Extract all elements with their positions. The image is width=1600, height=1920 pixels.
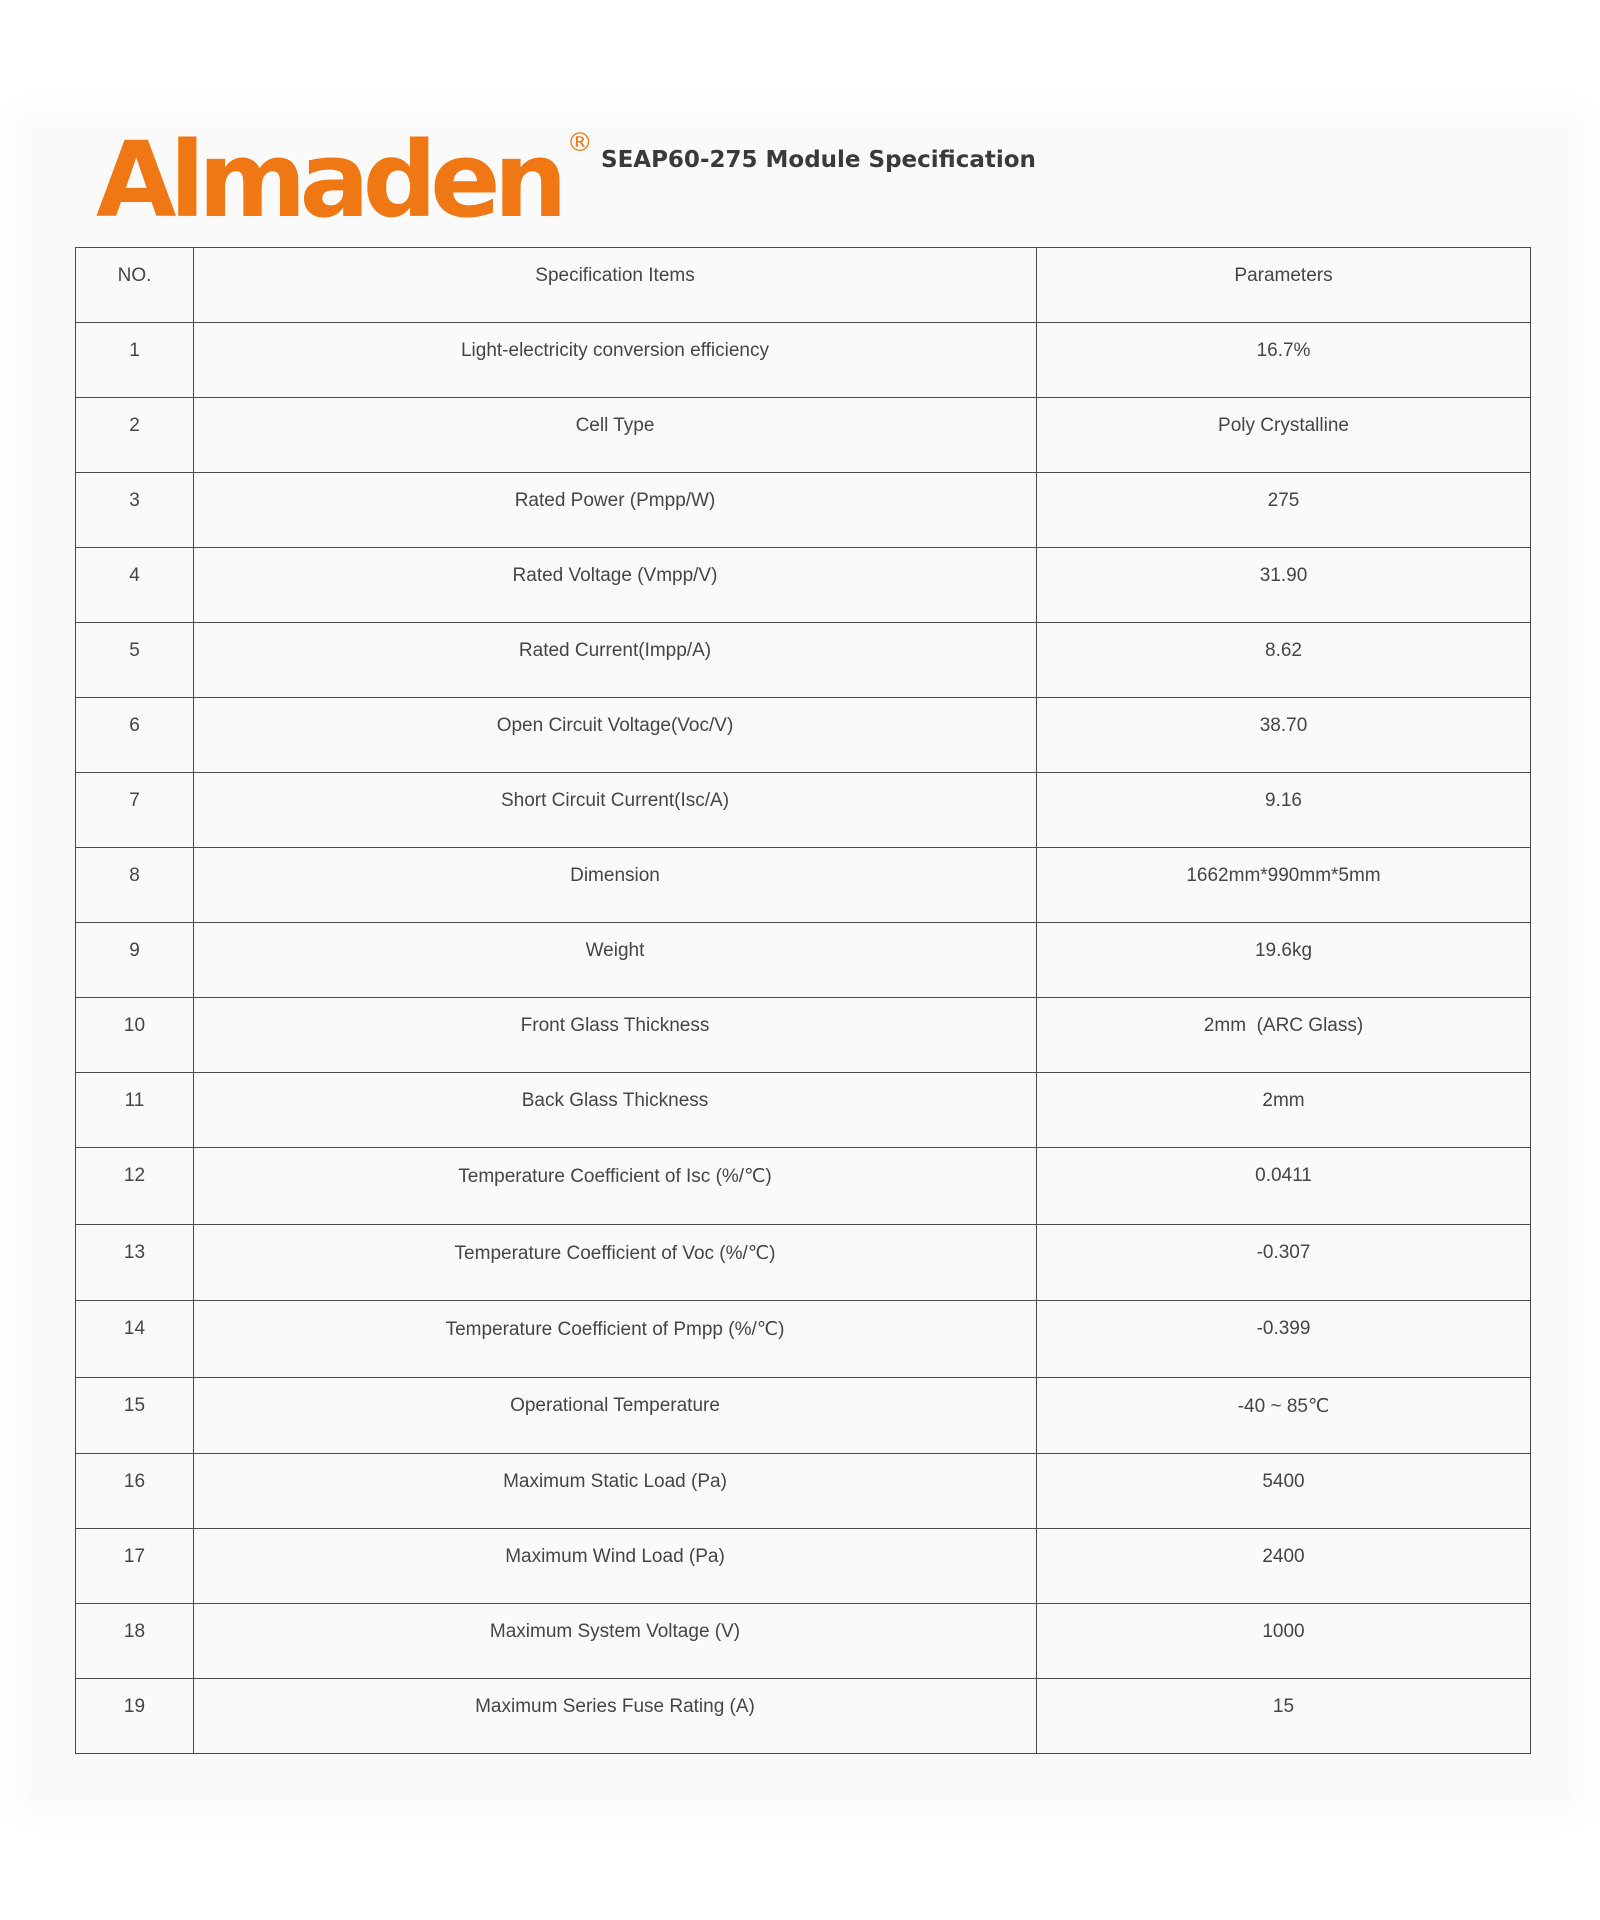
row-param: 2400: [1037, 1529, 1531, 1604]
row-param: 16.7%: [1037, 323, 1531, 398]
row-item: Operational Temperature: [194, 1377, 1037, 1454]
brand-logo: [96, 119, 593, 241]
row-no: 17: [76, 1529, 194, 1604]
row-no: 3: [76, 473, 194, 548]
row-item: Rated Power (Pmpp/W): [194, 473, 1037, 548]
row-param: -0.399: [1037, 1301, 1531, 1378]
row-param: 2mm: [1037, 1073, 1531, 1148]
row-item: Temperature Coefficient of Voc (%/℃): [194, 1224, 1037, 1301]
row-param: 2mm (ARC Glass): [1037, 998, 1531, 1073]
row-item: Maximum Static Load (Pa): [194, 1454, 1037, 1529]
row-param: 15: [1037, 1679, 1531, 1754]
row-item: Maximum Series Fuse Rating (A): [194, 1679, 1037, 1754]
table-row: [76, 398, 1531, 473]
table-row: [76, 1301, 1531, 1378]
row-no: 8: [76, 848, 194, 923]
row-item: Short Circuit Current(Isc/A): [194, 773, 1037, 848]
row-no: 6: [76, 698, 194, 773]
table-row: [76, 998, 1531, 1073]
table-row: [76, 698, 1531, 773]
row-no: 15: [76, 1377, 194, 1454]
column-header-param: Parameters: [1037, 248, 1531, 323]
row-item: Cell Type: [194, 398, 1037, 473]
header: [28, 119, 1572, 244]
table-row: [76, 548, 1531, 623]
column-header-no: NO.: [76, 248, 194, 323]
row-no: 9: [76, 923, 194, 998]
row-param: 9.16: [1037, 773, 1531, 848]
row-param: 19.6kg: [1037, 923, 1531, 998]
row-item: Back Glass Thickness: [194, 1073, 1037, 1148]
row-no: 14: [76, 1301, 194, 1378]
row-param: 1000: [1037, 1604, 1531, 1679]
table-row: [76, 848, 1531, 923]
row-item: Rated Current(Impp/A): [194, 623, 1037, 698]
brand-wordmark: Almaden: [96, 119, 561, 241]
row-param: -40 ~ 85℃: [1037, 1377, 1531, 1454]
row-no: 2: [76, 398, 194, 473]
row-param: 275: [1037, 473, 1531, 548]
row-item: Light-electricity conversion efficiency: [194, 323, 1037, 398]
row-no: 10: [76, 998, 194, 1073]
table-row: [76, 773, 1531, 848]
table-row: [76, 1073, 1531, 1148]
row-param: -0.307: [1037, 1224, 1531, 1301]
row-item: Maximum System Voltage (V): [194, 1604, 1037, 1679]
table-row: [76, 923, 1531, 998]
column-header-item: Specification Items: [194, 248, 1037, 323]
row-no: 12: [76, 1148, 194, 1225]
row-item: Weight: [194, 923, 1037, 998]
table-row: [76, 1224, 1531, 1301]
row-no: 16: [76, 1454, 194, 1529]
spec-table: [75, 247, 1531, 1754]
row-param: 31.90: [1037, 548, 1531, 623]
row-no: 5: [76, 623, 194, 698]
row-item: Temperature Coefficient of Pmpp (%/℃): [194, 1301, 1037, 1378]
table-row: [76, 323, 1531, 398]
row-param: 38.70: [1037, 698, 1531, 773]
registered-mark: ®: [566, 128, 593, 158]
row-param: 5400: [1037, 1454, 1531, 1529]
row-item: Temperature Coefficient of Isc (%/℃): [194, 1148, 1037, 1225]
table-row: [76, 623, 1531, 698]
table-row: [76, 1148, 1531, 1225]
row-no: 13: [76, 1224, 194, 1301]
table-row: [76, 1604, 1531, 1679]
row-item: Rated Voltage (Vmpp/V): [194, 548, 1037, 623]
row-item: Maximum Wind Load (Pa): [194, 1529, 1037, 1604]
table-row: [76, 1377, 1531, 1454]
table-row: [76, 1454, 1531, 1529]
row-param: 1662mm*990mm*5mm: [1037, 848, 1531, 923]
table-row: [76, 1679, 1531, 1754]
row-no: 18: [76, 1604, 194, 1679]
row-no: 4: [76, 548, 194, 623]
spec-sheet: [28, 119, 1572, 1800]
row-no: 19: [76, 1679, 194, 1754]
row-param: 8.62: [1037, 623, 1531, 698]
row-item: Open Circuit Voltage(Voc/V): [194, 698, 1037, 773]
table-row: [76, 1529, 1531, 1604]
row-item: Dimension: [194, 848, 1037, 923]
row-no: 1: [76, 323, 194, 398]
row-param: Poly Crystalline: [1037, 398, 1531, 473]
page-title: SEAP60-275 Module Specification: [601, 147, 1036, 173]
table-header-row: [76, 248, 1531, 323]
row-param: 0.0411: [1037, 1148, 1531, 1225]
row-item: Front Glass Thickness: [194, 998, 1037, 1073]
row-no: 11: [76, 1073, 194, 1148]
table-row: [76, 473, 1531, 548]
row-no: 7: [76, 773, 194, 848]
